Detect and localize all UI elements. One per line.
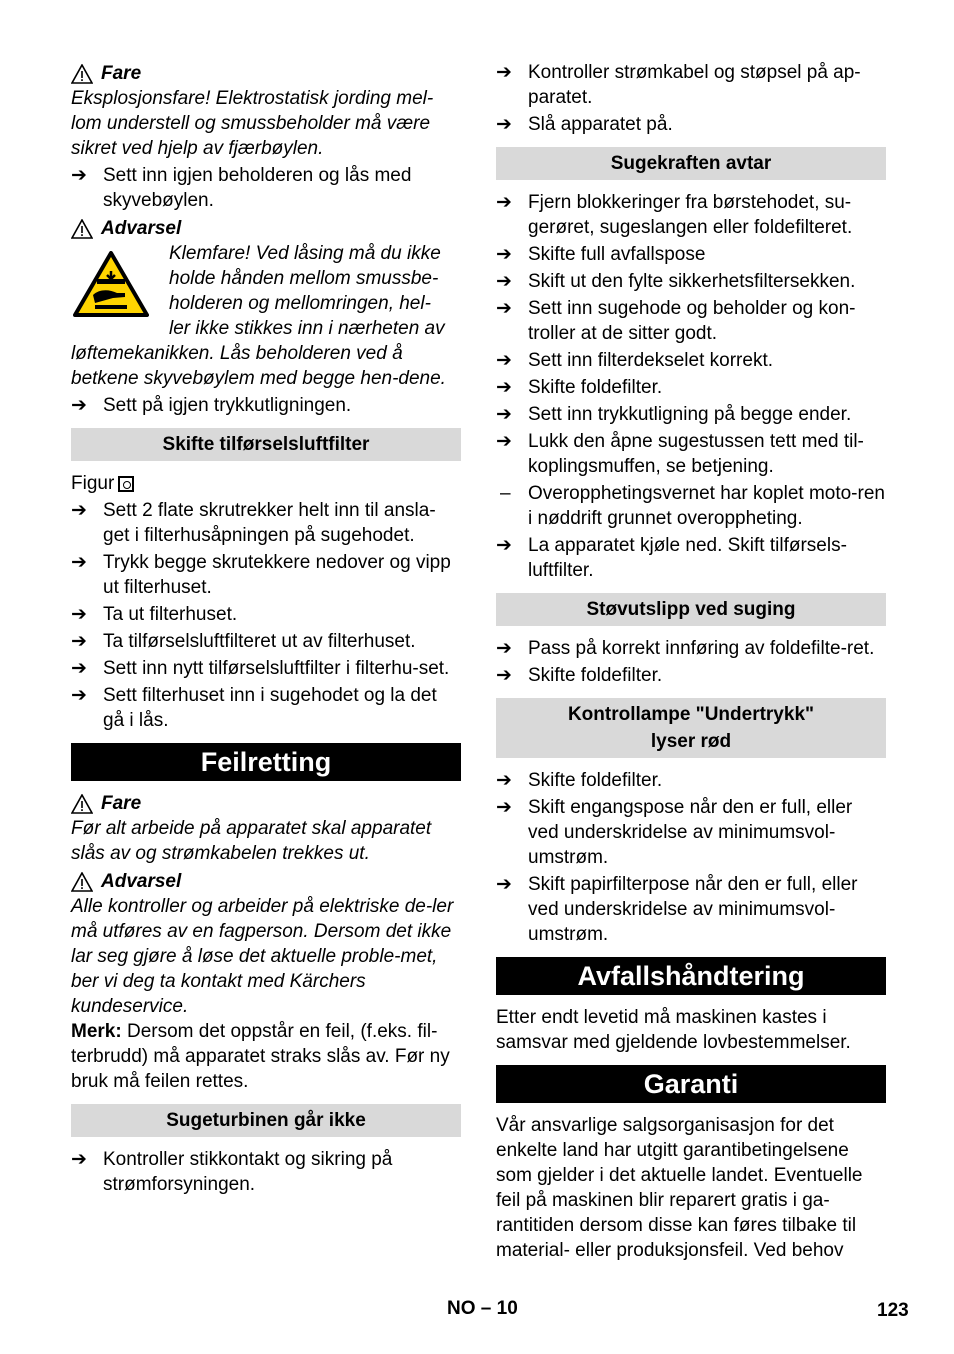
list-item-cause: – Overopphetingsvernet har koplet moto-ren i nøddrift grunnet overoppheting. — [500, 483, 885, 529]
warning-triangle-icon — [71, 64, 93, 84]
arrow-right-icon: ➔ — [71, 165, 87, 186]
list-item: ➔ Sett filterhuset inn i sugehodet og la det gå i lås. — [71, 685, 437, 731]
list-item: ➔ Skifte foldefilter. — [496, 770, 663, 791]
list-item: ➔ Sett inn trykkutligning på begge ender. — [496, 404, 852, 425]
list-item: ➔ Skift engangspose når den er full, eller ved underskridelse av minimumsvol-umstrøm. — [496, 797, 853, 868]
list-item: ➔ Slå apparatet på. — [496, 114, 673, 135]
arrow-right-icon: ➔ — [496, 244, 512, 265]
section-heading-turbin: Sugeturbinen går ikke — [71, 1104, 461, 1137]
chapter-heading-avfall: Avfallshåndtering — [496, 957, 886, 995]
list-item: ➔ Skift papirfilterpose når den er full, eller ved underskridelse av minimumsvol-umstrøm. — [496, 874, 858, 945]
arrow-right-icon: ➔ — [496, 797, 512, 818]
arrow-right-icon: ➔ — [496, 874, 512, 895]
arrow-right-icon: ➔ — [496, 638, 512, 659]
footer-section: NO – 10 — [447, 1298, 518, 1319]
list-item: ➔ Skifte foldefilter. — [496, 665, 663, 686]
list-item: ➔ Sett inn nytt tilførselsluftfilter i filterhu-set. — [71, 658, 450, 679]
danger-text: Eksplosjonsfare! Elektrostatisk jording mel-lom understell og smussbeholder må være sikret ved hjelp av fjærbøylen. — [71, 88, 434, 159]
clamp-text-rest: løftemekanikken. Lås beholderen ved å betkene skyvebøylem med begge hen-dene. — [71, 343, 446, 389]
list-item: ➔ Ta tilførselsluftfilteret ut av filterhuset. — [71, 631, 416, 652]
list-item: ➔ Skifte full avfallspose — [496, 244, 706, 265]
arrow-right-icon: ➔ — [496, 271, 512, 292]
arrow-right-icon: ➔ — [496, 350, 512, 371]
filter-steps-list — [71, 498, 461, 733]
arrow-right-icon: ➔ — [71, 631, 87, 652]
list-item: ➔ Lukk den åpne sugestussen tett med til-koplingsmuffen, se betjening. — [496, 431, 864, 477]
danger-heading: Fare — [71, 791, 461, 816]
list-item: ➔ Sett inn sugehode og beholder og kon-troller at de sitter godt. — [496, 298, 856, 344]
arrow-right-icon: ➔ — [496, 62, 512, 83]
avfall-text: Etter endt levetid må maskinen kastes i samsvar med gjeldende lovbestemmelser. — [496, 1007, 851, 1053]
arrow-right-icon: ➔ — [496, 665, 512, 686]
arrow-right-icon: ➔ — [496, 377, 512, 398]
arrow-right-icon: ➔ — [496, 192, 512, 213]
arrow-right-icon: ➔ — [71, 552, 87, 573]
clamp-warning: Klemfare! Ved låsing må du ikke holde hånden mellom smussbe- holderen og mellomringen, hel- ler ikke stikkes inn i nærheten av løftemekanikken. Lås beholderen ved å betkene skyvebøylem med begge hen-dene. — [71, 241, 461, 391]
warning-triangle-icon — [71, 219, 93, 239]
arrow-right-icon: ➔ — [496, 431, 512, 452]
arrow-right-icon: ➔ — [496, 404, 512, 425]
list-item: ➔ La apparatet kjøle ned. Skift tilførsels-luftfilter. — [496, 535, 847, 581]
arrow-right-icon: ➔ — [71, 685, 87, 706]
figure-symbol-icon — [118, 476, 134, 492]
arrow-right-icon: ➔ — [496, 770, 512, 791]
warning-triangle-icon — [71, 794, 93, 814]
warning-heading: Advarsel — [71, 869, 461, 894]
dash-icon: – — [500, 483, 511, 504]
arrow-right-icon: ➔ — [71, 604, 87, 625]
arrow-right-icon: ➔ — [71, 395, 87, 416]
chapter-heading-feilretting: Feilretting — [71, 743, 461, 781]
list-item: ➔ Trykk begge skrutekkere nedover og vipp ut filterhuset. — [71, 552, 451, 598]
list-item: ➔ Sett inn igjen beholderen og lås med skyvebøylen. — [71, 165, 412, 211]
warning-heading: Advarsel — [71, 216, 461, 241]
list-item: ➔ Fjern blokkeringer fra børstehodet, su-gerøret, sugeslangen eller foldefilteret. — [496, 192, 853, 238]
arrow-right-icon: ➔ — [496, 114, 512, 135]
danger-heading: Fare — [71, 61, 461, 86]
warning-text: Alle kontroller og arbeider på elektriske de-ler må utføres av en fagperson. Dersom det ikke lar seg gjøre å løse det aktuelle proble-met, ber vi deg ta kontakt med Kärchers kundeservice. — [71, 896, 454, 1017]
warning-triangle-icon — [71, 872, 93, 892]
list-item: ➔ Ta ut filterhuset. — [71, 604, 238, 625]
left-column — [71, 58, 461, 1197]
section-heading-stov: Støvutslipp ved suging — [496, 593, 886, 626]
arrow-right-icon: ➔ — [71, 658, 87, 679]
hand-crush-hazard-icon — [73, 251, 149, 317]
section-heading-lampe: Kontrollampe "Undertrykk" lyser rød — [496, 698, 886, 758]
right-column — [496, 58, 886, 1263]
arrow-right-icon: ➔ — [71, 1149, 87, 1170]
note-paragraph: Merk: Dersom det oppstår en feil, (f.eks. fil-terbrudd) må apparatet straks slås av. Før ny bruk må feilen rettes. — [71, 1021, 450, 1092]
figure-reference: Figur — [71, 471, 461, 496]
section-heading-sugekraft: Sugekraften avtar — [496, 147, 886, 180]
garanti-text: Vår ansvarlige salgsorganisasjon for det enkelte land har utgitt garantibetingelsene som gjelder i det aktuelle landet. Eventuelle feil på maskinen blir reparert gratis i ga-rantitiden dersom disse kan føres tilbake til material- eller produksjonsfeil. Ved behov — [496, 1115, 863, 1261]
arrow-right-icon: ➔ — [496, 298, 512, 319]
list-item: ➔ Pass på korrekt innføring av foldefilte-ret. — [496, 638, 875, 659]
list-item: ➔ Kontroller strømkabel og støpsel på ap-paratet. — [496, 62, 861, 108]
list-item: ➔ Sett 2 flate skrutrekker helt inn til ansla-get i filterhusåpningen på sugehodet. — [71, 500, 436, 546]
arrow-right-icon: ➔ — [71, 500, 87, 521]
arrow-right-icon: ➔ — [496, 535, 512, 556]
list-item: ➔ Skifte foldefilter. — [496, 377, 663, 398]
page-number: 123 — [877, 1300, 909, 1321]
list-item: ➔ Skift ut den fylte sikkerhetsfiltersekken. — [496, 271, 856, 292]
list-item: ➔ Sett på igjen trykkutligningen. — [71, 395, 352, 416]
section-heading-filter: Skifte tilførselsluftfilter — [71, 428, 461, 461]
danger-text: Før alt arbeide på apparatet skal apparatet slås av og strømkabelen trekkes ut. — [71, 818, 432, 864]
list-item: ➔ Kontroller stikkontakt og sikring på strømforsyningen. — [71, 1149, 393, 1195]
list-item: ➔ Sett inn filterdekselet korrekt. — [496, 350, 773, 371]
chapter-heading-garanti: Garanti — [496, 1065, 886, 1103]
